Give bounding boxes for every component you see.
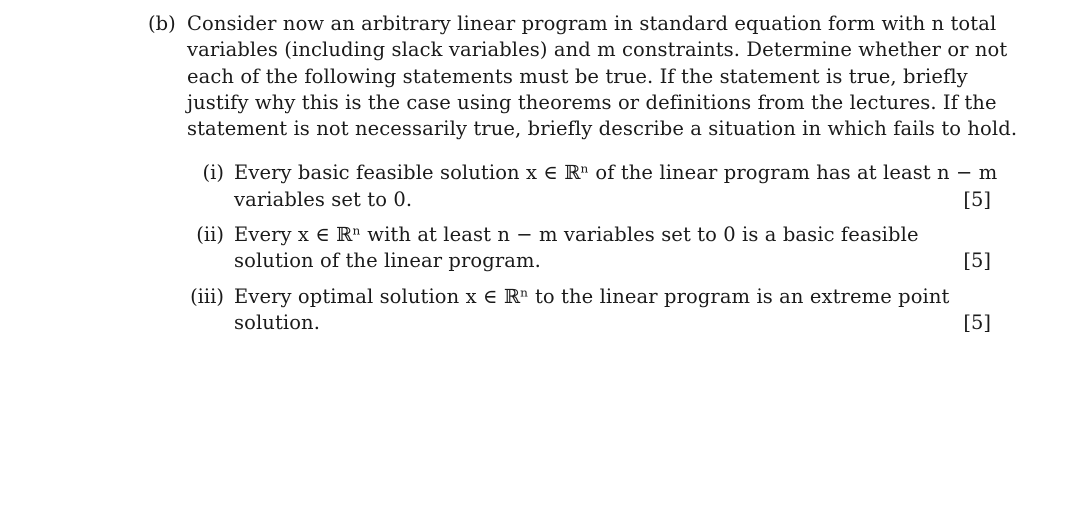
part-b-line-2: variables (including slack variables) and m constraints. Determine whether or not: [187, 38, 1008, 61]
item-ii-line-1: Every x ∈ ℝⁿ with at least n − m variables set to 0 is a basic feasible: [234, 223, 919, 246]
item-i-line-2: variables set to 0.: [234, 188, 413, 211]
part-b-label: (b): [148, 12, 176, 35]
item-iii-marks: [5]: [963, 311, 991, 334]
item-iii-line-2: solution.: [234, 311, 321, 334]
item-i-line-1: Every basic feasible solution x ∈ ℝⁿ of the linear program has at least n − m: [234, 161, 998, 184]
item-ii-line-2: solution of the linear program.: [234, 249, 541, 272]
item-i-label: (i): [202, 161, 224, 184]
item-ii-label: (ii): [196, 223, 224, 246]
part-b-line-1: Consider now an arbitrary linear program in standard equation form with n total: [187, 12, 997, 35]
part-b-line-4: justify why this is the case using theorems or definitions from the lectures. If the: [187, 91, 997, 114]
item-iii-label: (iii): [190, 285, 224, 308]
item-iii-line-1: Every optimal solution x ∈ ℝⁿ to the linear program is an extreme point: [234, 285, 950, 308]
part-b-line-3: each of the following statements must be true. If the statement is true, briefly: [187, 65, 968, 88]
item-ii-marks: [5]: [963, 249, 991, 272]
part-b-line-5: statement is not necessarily true, briefly describe a situation in which fails to hold.: [187, 117, 1018, 140]
item-i-marks: [5]: [963, 188, 991, 211]
